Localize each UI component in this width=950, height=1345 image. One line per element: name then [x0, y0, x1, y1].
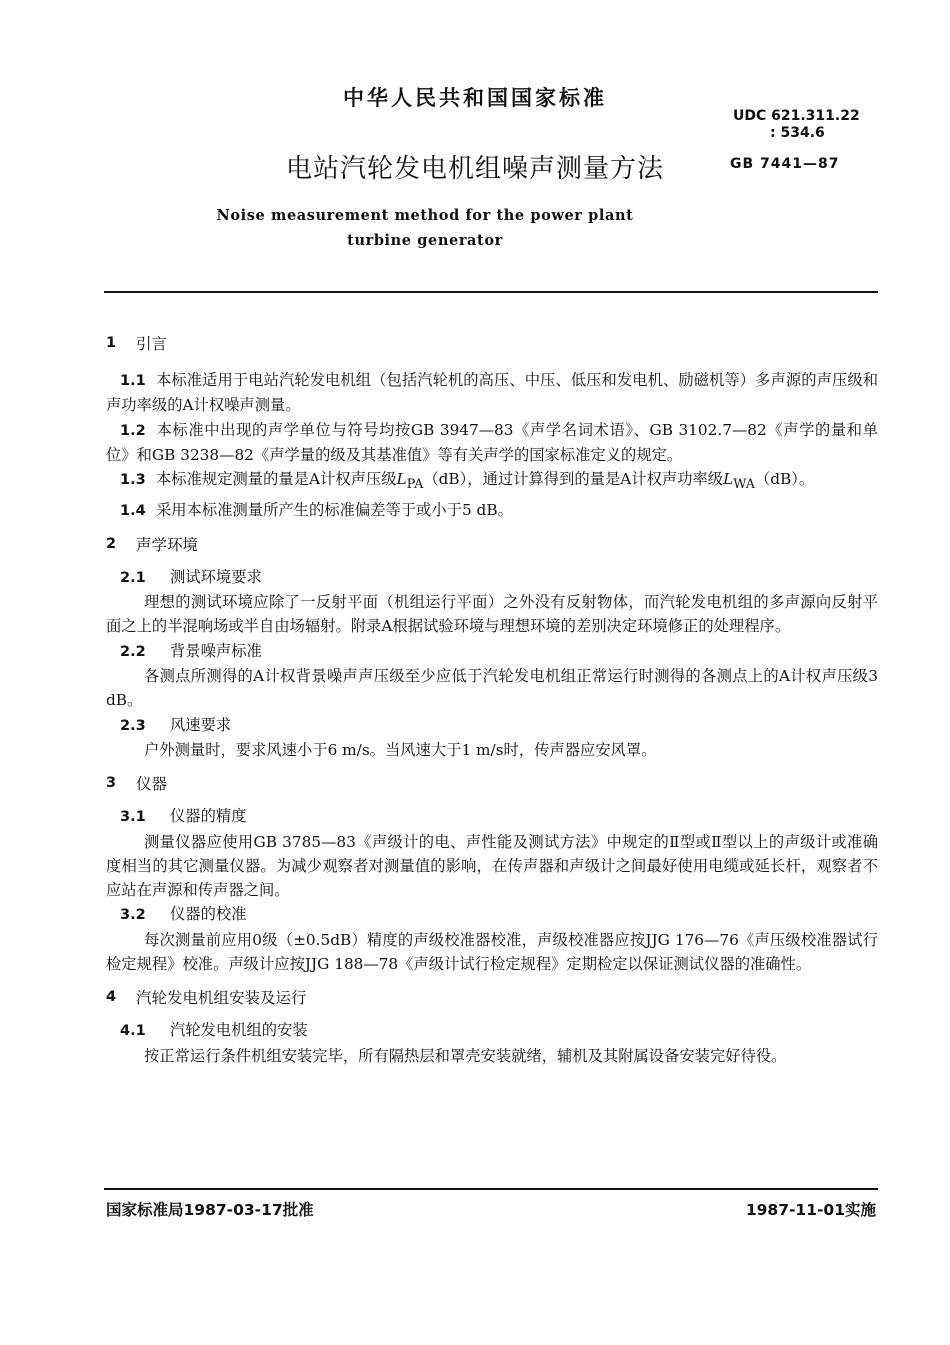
section-number: 2 [106, 535, 117, 552]
symbol-subscript: WA [733, 477, 755, 493]
clause-title: 测试环境要求 [170, 567, 262, 586]
symbol-L: L [396, 470, 407, 489]
document-body [106, 330, 878, 1068]
section-number: 1 [106, 335, 117, 351]
clause-title: 仪器的精度 [170, 807, 247, 826]
english-title [0, 203, 850, 253]
clause-number: 3.2 [120, 907, 146, 924]
section-heading-4 [106, 986, 878, 1008]
clause-3-1-text: 测量仪器应使用GB 3785—83《声级计的电、声性能及测试方法》中规定的Ⅱ型或Ⅱ型以上的声级计或准确度相当的其它测量仪器。为减少观察者对测量值的影响，在传声器和声级计之间最好使用电缆或延长杆，观察者不应站在声源和传声器之间。 [106, 832, 878, 900]
clause-number: 3.1 [120, 809, 146, 826]
clause-2-3-text: 户外测量时，要求风速小于6 m/s。当风速大于1 m/s时，传声器应安风罩。 [144, 740, 657, 759]
clause-number: 4.1 [120, 1023, 146, 1040]
english-title-line-2: turbine generator [347, 232, 503, 249]
clause-number: 1.2 [120, 422, 146, 439]
clause-text-c: （dB）。 [754, 470, 815, 489]
clause-number: 1.4 [120, 502, 146, 519]
clause-1-1 [106, 368, 878, 418]
clause-number: 2.3 [120, 717, 146, 734]
section-title: 汽轮发电机组安装及运行 [136, 989, 307, 1008]
clause-text: 采用本标准测量所产生的标准偏差等于或小于5 dB。 [156, 500, 513, 519]
section-number: 3 [106, 775, 117, 792]
section-heading-3 [106, 772, 878, 794]
clause-number: 2.2 [120, 643, 146, 660]
section-title: 仪器 [136, 775, 168, 794]
clause-number: 2.1 [120, 569, 146, 586]
clause-2-1-heading [106, 565, 878, 590]
clause-title: 汽轮发电机组的安装 [170, 1021, 308, 1040]
udc-code [733, 108, 860, 142]
clause-text: 本标准适用于电站汽轮发电机组（包括汽轮机的高压、中压、低压和发电机、励磁机等）多声源的声压级和声功率级的A计权噪声测量。 [106, 371, 878, 415]
clause-2-1-text: 理想的测试环境应除了一反射平面（机组运行平面）之外没有反射物体，而汽轮发电机组的多声源向反射平面之上的半混响场或半自由场辐射。附录A根据试验环境与理想环境的差别决定环境修正的处理程序。 [106, 593, 878, 636]
udc-line-2: : 534.6 [770, 125, 825, 141]
clause-4-1-heading [106, 1018, 878, 1043]
section-heading-2 [106, 533, 878, 555]
clause-number: 1.3 [120, 472, 146, 489]
clause-title: 风速要求 [170, 715, 232, 734]
clause-title: 仪器的校准 [170, 905, 247, 924]
document-title: 电站汽轮发电机组噪声测量方法 [285, 154, 664, 184]
clause-text: 本标准中出现的声学单位与符号均按GB 3947—83《声学名词术语》、GB 3102.7—82《声学的量和单位》和GB 3238—82《声学量的级及其基准值》等有关声学的国家标准定义的规定。 [106, 420, 878, 464]
org-title: 中华人民共和国国家标准 [343, 86, 607, 110]
english-title-line-1: Noise measurement method for the power plant [216, 207, 634, 224]
section-title: 声学环境 [136, 535, 199, 554]
udc-line-1: UDC 621.311.22 [733, 108, 860, 124]
section-heading-1 [106, 332, 878, 354]
clause-4-1-text: 按正常运行条件机组安装完毕，所有隔热层和罩壳安装就绪，辅机及其附属设备安装完好待役。 [144, 1046, 787, 1065]
symbol-subscript: PA [406, 477, 424, 493]
effective-date: 1987-11-01实施 [745, 1201, 876, 1219]
clause-3-2-heading [106, 902, 878, 927]
clause-3-2-text: 每次测量前应用0级（±0.5dB）精度的声级校准器校准，声级校准器应按JJG 176—76《声压级校准器试行检定规程》校准。声级计应按JJG 188—78《声级计试行检定规程》定期检定以保证测试仪器的准确性。 [106, 930, 878, 973]
clause-2-2-text: 各测点所测得的A计权背景噪声声压级至少应低于汽轮发电机组正常运行时测得的各测点上的A计权声压级3 dB。 [106, 667, 878, 710]
section-number: 4 [106, 989, 117, 1006]
standard-code: GB 7441—87 [730, 156, 840, 172]
clause-1-4 [106, 498, 878, 523]
clause-1-3 [106, 467, 878, 497]
clause-2-3-heading [106, 713, 878, 738]
clause-title: 背景噪声标准 [170, 641, 262, 660]
clause-text-b: （dB），通过计算得到的量是A计权声功率级 [423, 470, 724, 489]
clause-number: 1.1 [120, 373, 146, 389]
header-divider [104, 291, 878, 293]
footer-divider [104, 1188, 878, 1190]
clause-1-2 [106, 418, 878, 468]
section-title: 引言 [136, 335, 168, 353]
approval-date: 国家标准局1987-03-17批准 [106, 1201, 314, 1219]
clause-2-2-heading [106, 639, 878, 664]
symbol-L: L [723, 470, 734, 489]
clause-text-a: 本标准规定测量的量是A计权声压级 [156, 470, 397, 489]
clause-3-1-heading [106, 804, 878, 829]
